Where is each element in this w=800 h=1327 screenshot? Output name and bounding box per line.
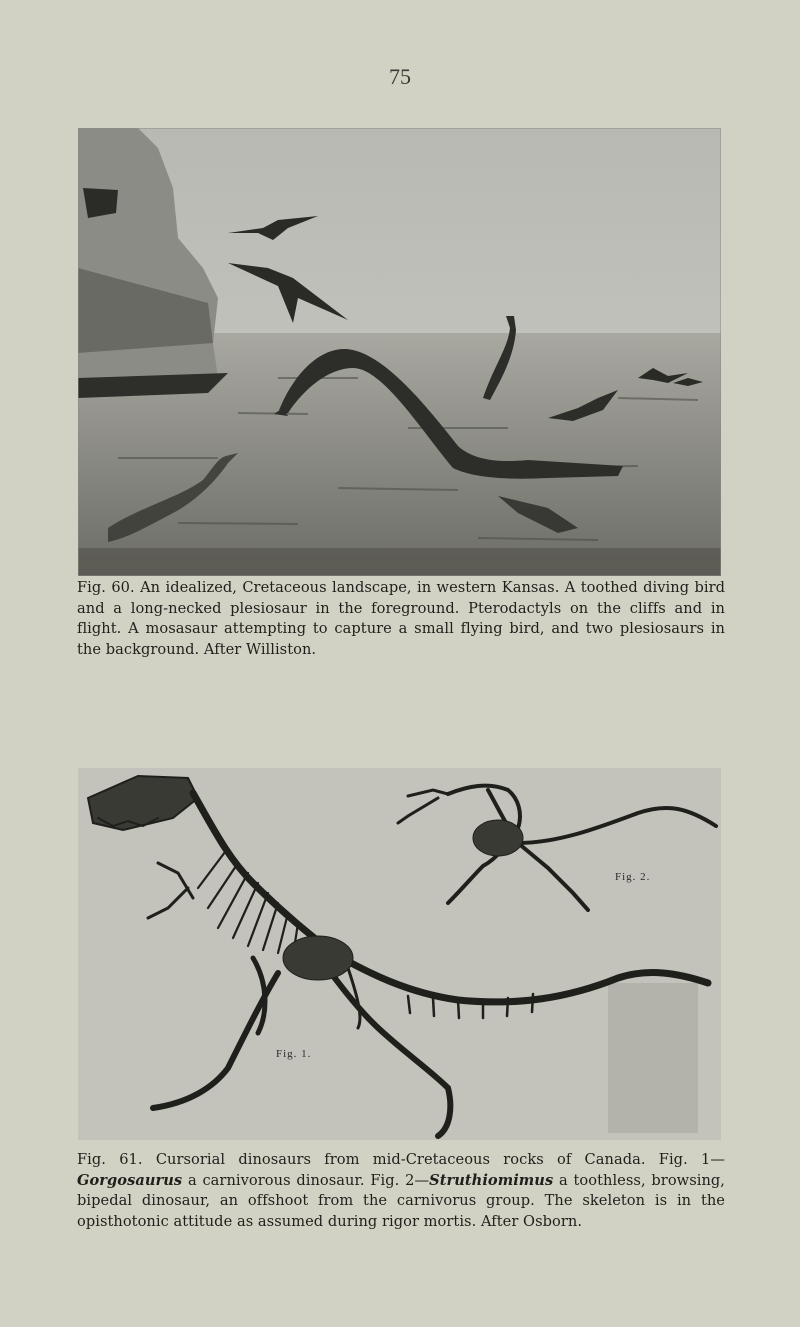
figure-61-genus-1: Gorgosaurus: [77, 1171, 183, 1189]
figure-61-subfig-2-label: Fig. 2.: [615, 871, 651, 883]
figure-61-caption-part3: a toothless, browsing, bipedal dinosaur, an offshoot from the carnivorus group. The skeleton is in the opisthotonic attitude as assumed during rigor mortis. After Osborn.: [77, 1171, 725, 1230]
figure-60-caption-text: An idealized, Cretaceous landscape, in western Kansas. A toothed diving bird and a long-necked plesiosaur in the foreground. Pterodactyls on the cliffs and in flight. A mosasaur attempting to capture a small flying bird, and two plesiosaurs in the background. After Williston.: [77, 579, 725, 658]
figure-60-caption: [77, 578, 725, 660]
figure-61-label: Fig. 61.: [77, 1151, 143, 1168]
figure-61-caption-part2: a carnivorous dinosaur. Fig. 2—: [182, 1171, 430, 1189]
figure-61-caption: [77, 1150, 725, 1232]
figure-60-label: Fig. 60.: [77, 579, 135, 596]
dinosaur-skeletons-photo: [78, 768, 721, 1140]
cretaceous-landscape-illustration: [78, 128, 721, 576]
figure-61-subfig-1-label: Fig. 1.: [276, 1048, 312, 1060]
figure-61-genus-2: Struthiomimus: [429, 1171, 554, 1189]
figure-61-caption-part1: Cursorial dinosaurs from mid-Cretaceous rocks of Canada. Fig. 1—: [155, 1151, 725, 1168]
page-number: 75: [389, 64, 411, 89]
